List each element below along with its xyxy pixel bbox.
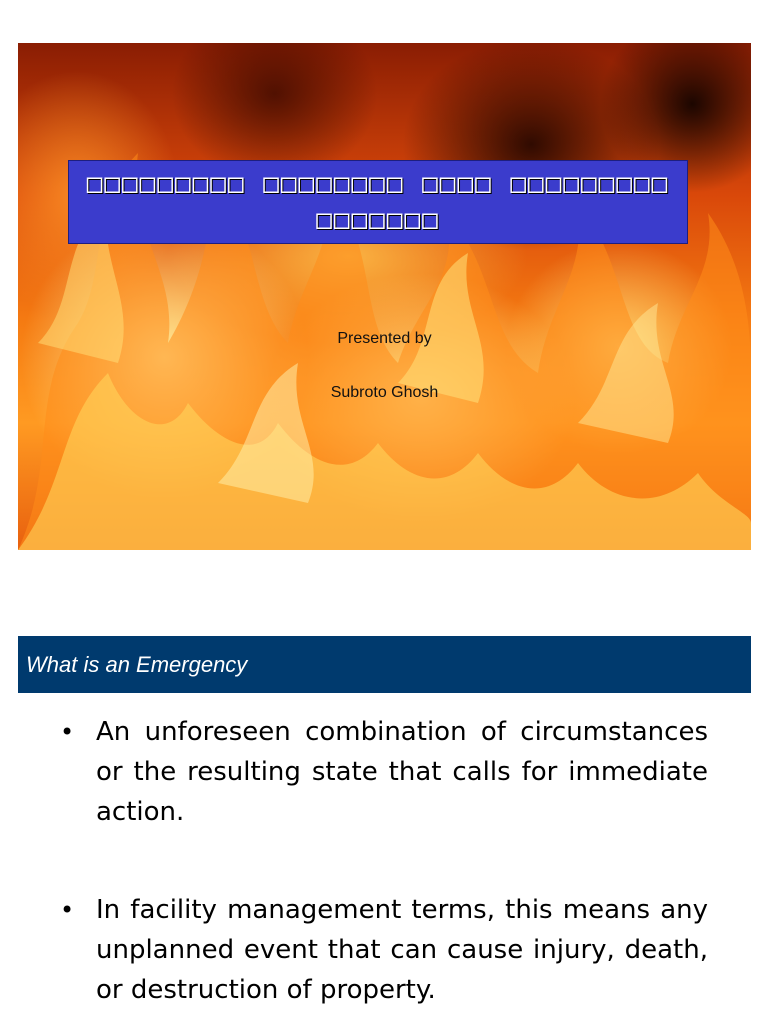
fire-background-image [18, 43, 751, 550]
presenter-name: Subroto Ghosh [330, 384, 439, 401]
bullet-dot-icon: • [60, 718, 75, 746]
bullet-list [60, 712, 708, 1010]
section-title: What is an Emergency [26, 651, 248, 677]
slide-fire-title [18, 43, 751, 550]
presented-by-label: Presented by [337, 330, 432, 347]
list-item [60, 712, 708, 832]
bullet-text: In facility management terms, this means any unplanned event that can cause injury, death, or destruction of property. [96, 895, 708, 1005]
slide-title: □□□□□□□□□ □□□□□□□□ □□□□ □□□□□□□□□ □□□□□□□ [86, 169, 670, 235]
section-header-bar [18, 636, 751, 693]
list-item [60, 890, 708, 1010]
bullet-dot-icon: • [60, 896, 75, 924]
bullet-text: An unforeseen combination of circumstances or the resulting state that calls for immediate action. [96, 717, 708, 827]
slide-title-box [68, 160, 688, 244]
